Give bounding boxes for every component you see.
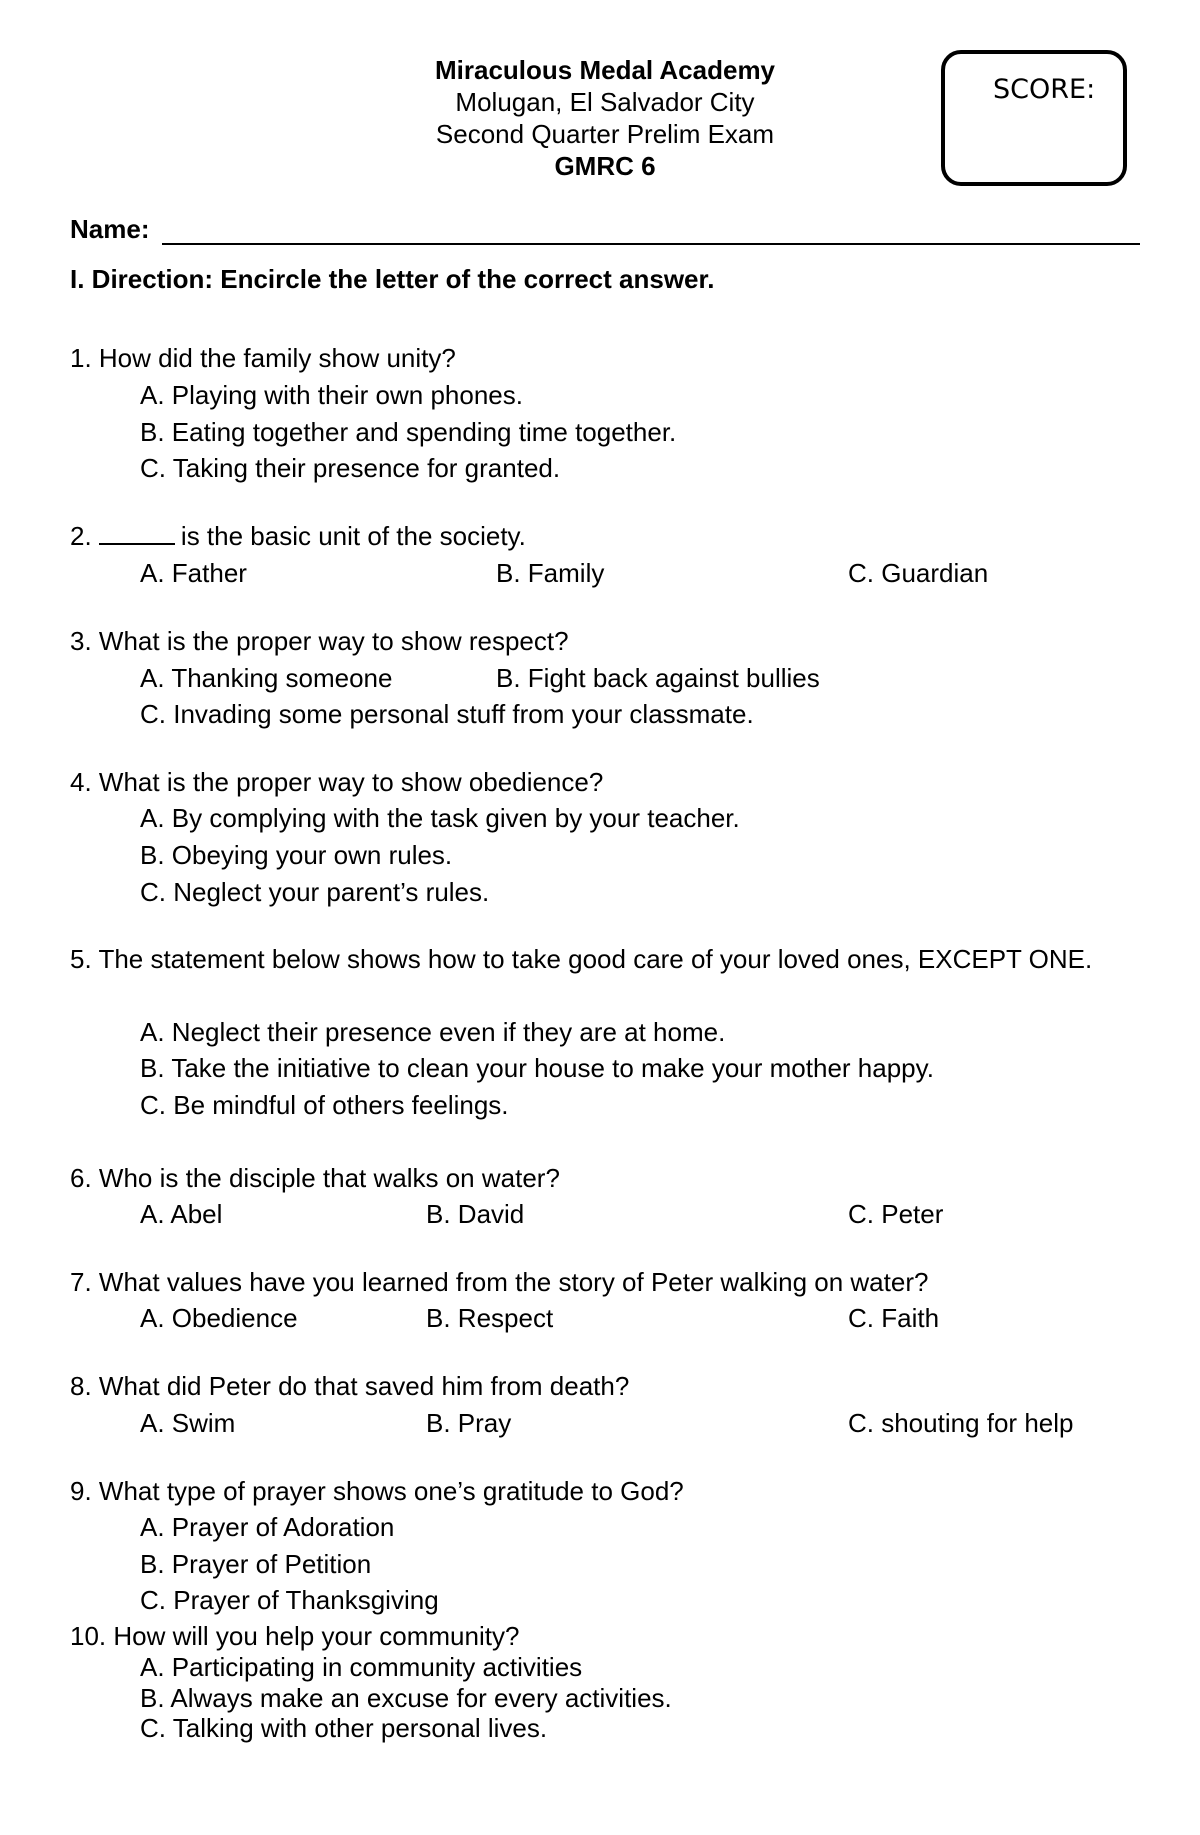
question-9: 9. What type of prayer shows one’s gratitude to God? <box>70 1476 684 1506</box>
question-8: 8. What did Peter do that saved him from death? <box>70 1371 630 1401</box>
q1-option-c[interactable]: C. Taking their presence for granted. <box>140 453 561 483</box>
question-1: 1. How did the family show unity? <box>70 343 456 373</box>
q5-option-c[interactable]: C. Be mindful of others feelings. <box>140 1090 509 1120</box>
q8-option-a[interactable]: A. Swim <box>140 1408 236 1438</box>
q1-option-b[interactable]: B. Eating together and spending time together. <box>140 417 677 447</box>
question-5: 5. The statement below shows how to take good care of your loved ones, EXCEPT ONE. <box>70 944 1093 974</box>
q9-option-c[interactable]: C. Prayer of Thanksgiving <box>140 1585 439 1615</box>
subject-title: GMRC 6 <box>554 151 656 181</box>
q5-option-b[interactable]: B. Take the initiative to clean your house to make your mother happy. <box>140 1053 934 1083</box>
score-label: SCORE: <box>993 74 1096 105</box>
q1-option-a[interactable]: A. Playing with their own phones. <box>140 380 523 410</box>
question-2 <box>70 518 1130 554</box>
direction-text: I. Direction: Encircle the letter of the correct answer. <box>70 264 715 294</box>
question-10: 10. How will you help your community? <box>70 1621 520 1651</box>
exam-title: Second Quarter Prelim Exam <box>435 119 775 149</box>
q2-option-b[interactable]: B. Family <box>496 558 605 588</box>
q8-option-b[interactable]: B. Pray <box>426 1408 512 1438</box>
q10-option-a[interactable]: A. Participating in community activities <box>140 1652 583 1682</box>
question-7: 7. What values have you learned from the story of Peter walking on water? <box>70 1267 929 1297</box>
question-3: 3. What is the proper way to show respect? <box>70 626 569 656</box>
q6-option-c[interactable]: C. Peter <box>848 1199 944 1229</box>
question-2-text: is the basic unit of the society. <box>180 521 526 551</box>
q10-option-c[interactable]: C. Talking with other personal lives. <box>140 1713 548 1743</box>
school-address: Molugan, El Salvador City <box>455 87 755 117</box>
q6-option-b[interactable]: B. David <box>426 1199 525 1229</box>
q2-option-c[interactable]: C. Guardian <box>848 558 989 588</box>
question-6: 6. Who is the disciple that walks on water? <box>70 1163 560 1193</box>
answer-blank <box>99 521 175 545</box>
q3-option-a[interactable]: A. Thanking someone <box>140 663 393 693</box>
q10-option-b[interactable]: B. Always make an excuse for every activities. <box>140 1683 672 1713</box>
q3-option-b[interactable]: B. Fight back against bullies <box>496 663 820 693</box>
question-4: 4. What is the proper way to show obedience? <box>70 767 604 797</box>
name-field[interactable] <box>162 243 1140 245</box>
q4-option-b[interactable]: B. Obeying your own rules. <box>140 840 453 870</box>
name-label: Name: <box>70 214 150 244</box>
q5-option-a[interactable]: A. Neglect their presence even if they are at home. <box>140 1017 726 1047</box>
q7-option-b[interactable]: B. Respect <box>426 1303 554 1333</box>
q8-option-c[interactable]: C. shouting for help <box>848 1408 1074 1438</box>
q2-option-a[interactable]: A. Father <box>140 558 247 588</box>
q3-option-c[interactable]: C. Invading some personal stuff from your classmate. <box>140 699 754 729</box>
q9-option-a[interactable]: A. Prayer of Adoration <box>140 1512 395 1542</box>
q6-option-a[interactable]: A. Abel <box>140 1199 223 1229</box>
q4-option-c[interactable]: C. Neglect your parent’s rules. <box>140 877 490 907</box>
q7-option-c[interactable]: C. Faith <box>848 1303 940 1333</box>
school-name: Miraculous Medal Academy <box>434 55 776 85</box>
score-box <box>941 50 1127 186</box>
exam-header <box>300 54 910 182</box>
q4-option-a[interactable]: A. By complying with the task given by your teacher. <box>140 803 740 833</box>
question-2-number: 2. <box>70 521 92 551</box>
q9-option-b[interactable]: B. Prayer of Petition <box>140 1549 372 1579</box>
q7-option-a[interactable]: A. Obedience <box>140 1303 298 1333</box>
